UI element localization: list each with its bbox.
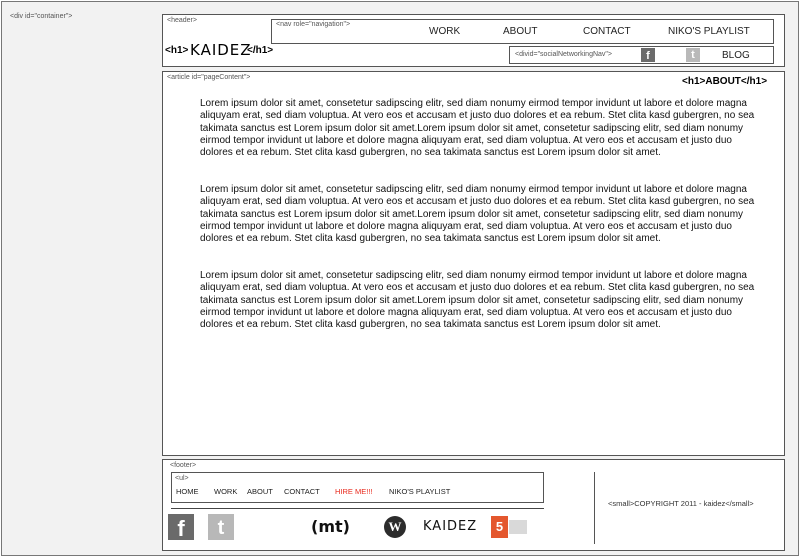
- footer-vertical-divider: [594, 472, 595, 544]
- html5-icon[interactable]: 5: [491, 516, 508, 538]
- mediatemple-icon[interactable]: (mt): [311, 517, 350, 536]
- article-paragraph: Lorem ipsum dolor sit amet, consetetur sadipscing elitr, sed diam nonumy eirmod tempor invidunt ut labore et dolore magna aliquyam erat, sed diam voluptua. At vero eos et accusam et justo duo dolores et ea rebum. Stet clita kasd gubergren, no sea takimata sanctus est Lorem ipsum dolor sit amet.Lorem ipsum dolor sit amet, consetetur sadipscing elitr, sed diam nonumy eirmod tempor invidunt ut labore et dolore magna aliquyam erat, sed diam voluptua. At vero eos et accusam et justo duo dolores et ea rebum. Stet clita kasd gubergren, no sea takimata sanctus est Lorem ipsum dolor sit amet.: [200, 270, 755, 331]
- twitter-icon[interactable]: t: [686, 48, 700, 62]
- container-label: <div id="container">: [10, 13, 73, 20]
- facebook-icon[interactable]: f: [168, 514, 194, 540]
- kaidez-logo[interactable]: KAIDEZ: [190, 41, 252, 59]
- kaidez-logo-icon[interactable]: KAIDEZ: [423, 519, 478, 534]
- nav-item-about[interactable]: ABOUT: [503, 26, 538, 37]
- facebook-icon[interactable]: f: [641, 48, 655, 62]
- ul-label: <ul>: [175, 475, 189, 482]
- header-h1-close: </h1>: [247, 45, 274, 56]
- footer-link-playlist[interactable]: NIKO'S PLAYLIST: [389, 487, 451, 496]
- footer-link-home[interactable]: HOME: [176, 487, 199, 496]
- article-paragraph: Lorem ipsum dolor sit amet, consetetur sadipscing elitr, sed diam nonumy eirmod tempor invidunt ut labore et dolore magna aliquyam erat, sed diam voluptua. At vero eos et accusam et justo duo dolores et ea rebum. Stet clita kasd gubergren, no sea takimata sanctus est Lorem ipsum dolor sit amet.Lorem ipsum dolor sit amet, consetetur sadipscing elitr, sed diam nonumy eirmod tempor invidunt ut labore et dolore magna aliquyam erat, sed diam voluptua. At vero eos et accusam et justo duo dolores et ea rebum. Stet clita kasd gubergren, no sea takimata sanctus est Lorem ipsum dolor sit amet.: [200, 98, 755, 159]
- twitter-icon[interactable]: t: [208, 514, 234, 540]
- footer-link-hire-me[interactable]: HIRE ME!!!: [335, 487, 373, 496]
- nav-label: <nav role="navigation">: [276, 21, 351, 28]
- footer-label: <footer>: [170, 462, 197, 469]
- article-label: <article id="pageContent">: [167, 74, 251, 81]
- header-h1-open: <h1>: [165, 45, 189, 56]
- footer-divider: [171, 508, 544, 509]
- header-label: <header>: [167, 17, 197, 24]
- wordpress-icon[interactable]: W: [384, 516, 406, 538]
- copyright-text: <small>COPYRIGHT 2011 - kaidez</small>: [608, 499, 754, 508]
- blog-link[interactable]: BLOG: [722, 50, 750, 61]
- nav-item-playlist[interactable]: NIKO'S PLAYLIST: [668, 26, 750, 37]
- article-paragraph: Lorem ipsum dolor sit amet, consetetur sadipscing elitr, sed diam nonumy eirmod tempor invidunt ut labore et dolore magna aliquyam erat, sed diam voluptua. At vero eos et accusam et justo duo dolores et ea rebum. Stet clita kasd gubergren, no sea takimata sanctus est Lorem ipsum dolor sit amet.Lorem ipsum dolor sit amet, consetetur sadipscing elitr, sed diam nonumy eirmod tempor invidunt ut labore et dolore magna aliquyam erat, sed diam voluptua. At vero eos et accusam et justo duo dolores et ea rebum. Stet clita kasd gubergren, no sea takimata sanctus est Lorem ipsum dolor sit amet.: [200, 184, 755, 245]
- footer-link-about[interactable]: ABOUT: [247, 487, 273, 496]
- page-title: <h1>ABOUT</h1>: [682, 76, 768, 87]
- footer-link-contact[interactable]: CONTACT: [284, 487, 320, 496]
- footer-link-work[interactable]: WORK: [214, 487, 238, 496]
- nav-item-work[interactable]: WORK: [429, 26, 461, 37]
- social-label: <divid="socialNetworkingNav">: [515, 51, 612, 58]
- html5-badge-icon: [509, 520, 527, 534]
- nav-item-contact[interactable]: CONTACT: [583, 26, 631, 37]
